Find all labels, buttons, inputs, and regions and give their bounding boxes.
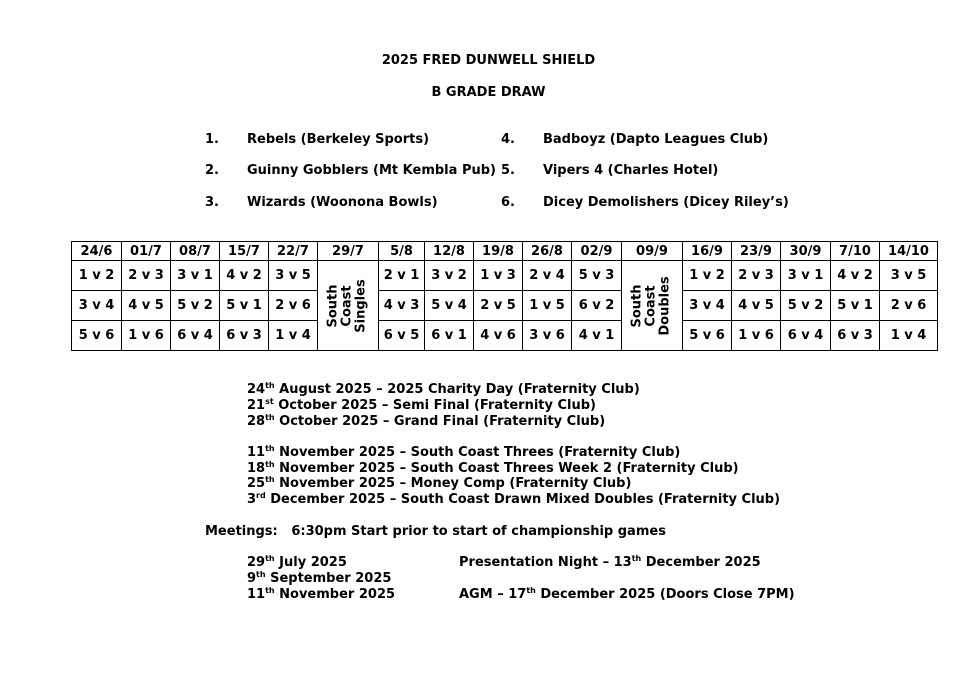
meeting-text: November 2025 xyxy=(274,587,396,602)
date-header: 02/9 xyxy=(572,242,622,261)
match-cell: 4 v 5 xyxy=(732,291,781,321)
match-cell: 2 v 5 xyxy=(474,291,523,321)
date-header: 09/9 xyxy=(622,242,683,261)
meeting-text: July 2025 xyxy=(274,555,347,570)
presentation-night xyxy=(459,555,761,570)
date-header: 12/8 xyxy=(425,242,474,261)
event-day: 18 xyxy=(247,461,266,476)
meeting-date xyxy=(247,587,395,602)
match-cell: 3 v 1 xyxy=(171,261,220,291)
event-text: October 2025 – Grand Final (Fraternity Club) xyxy=(274,414,606,429)
match-cell: 3 v 6 xyxy=(523,321,572,351)
agm-line xyxy=(459,587,795,602)
match-cell: 1 v 2 xyxy=(72,261,122,291)
event-day-suffix: th xyxy=(265,381,275,390)
event-text: November 2025 – South Coast Threes (Fraternity Club) xyxy=(274,445,681,460)
match-cell: 3 v 2 xyxy=(425,261,474,291)
match-cell: 4 v 2 xyxy=(220,261,269,291)
team-number: 3. xyxy=(205,195,219,210)
meeting-day: 9 xyxy=(247,571,257,586)
team-number: 4. xyxy=(501,132,515,147)
match-cell: 1 v 6 xyxy=(122,321,171,351)
table-row xyxy=(72,261,938,291)
event-day-suffix: th xyxy=(265,475,275,484)
date-header: 16/9 xyxy=(683,242,732,261)
event-day-suffix: th xyxy=(265,413,275,422)
meeting-date xyxy=(247,555,347,570)
date-header: 23/9 xyxy=(732,242,781,261)
special-label-line: Coast xyxy=(643,284,659,327)
meeting-day: 11 xyxy=(247,587,266,602)
event-day: 3 xyxy=(247,492,257,507)
event-day: 24 xyxy=(247,382,266,397)
match-cell: 1 v 6 xyxy=(732,321,781,351)
agm-text: AGM – 17 xyxy=(459,587,527,602)
match-cell: 2 v 3 xyxy=(122,261,171,291)
match-cell: 1 v 3 xyxy=(474,261,523,291)
match-cell: 2 v 6 xyxy=(880,291,938,321)
match-cell: 3 v 5 xyxy=(269,261,318,291)
match-cell: 6 v 5 xyxy=(379,321,425,351)
team-number: 5. xyxy=(501,163,515,178)
match-cell: 5 v 6 xyxy=(683,321,732,351)
event-text: October 2025 – Semi Final (Fraternity Club) xyxy=(273,398,597,413)
meeting-date xyxy=(247,571,391,586)
match-cell: 6 v 2 xyxy=(572,291,622,321)
event-line xyxy=(247,382,640,397)
event-line xyxy=(247,492,780,507)
team-number: 2. xyxy=(205,163,219,178)
match-cell: 5 v 2 xyxy=(171,291,220,321)
special-label-line: Singles xyxy=(353,278,369,333)
date-header: 29/7 xyxy=(318,242,379,261)
meeting-day-suffix: th xyxy=(265,586,275,595)
meeting-text: September 2025 xyxy=(265,571,392,586)
match-cell: 6 v 4 xyxy=(781,321,831,351)
match-cell: 5 v 1 xyxy=(831,291,880,321)
meeting-day-suffix: th xyxy=(256,570,266,579)
team-name: Guinny Gobblers (Mt Kembla Pub) xyxy=(247,163,496,178)
match-cell: 2 v 3 xyxy=(732,261,781,291)
match-cell: 4 v 1 xyxy=(572,321,622,351)
draw-table xyxy=(71,241,938,351)
match-cell: 6 v 1 xyxy=(425,321,474,351)
team-name: Dicey Demolishers (Dicey Riley’s) xyxy=(543,195,789,210)
event-line xyxy=(247,414,605,429)
team-number: 6. xyxy=(501,195,515,210)
match-cell: 3 v 5 xyxy=(880,261,938,291)
match-cell: 4 v 5 xyxy=(122,291,171,321)
match-cell: 2 v 4 xyxy=(523,261,572,291)
date-header: 01/7 xyxy=(122,242,171,261)
date-header: 14/10 xyxy=(880,242,938,261)
table-row xyxy=(72,291,938,321)
event-text: November 2025 – South Coast Threes Week 2 (Fraternity Club) xyxy=(274,461,739,476)
event-day-suffix: rd xyxy=(256,491,266,500)
match-cell: 6 v 4 xyxy=(171,321,220,351)
date-header-row xyxy=(72,242,938,261)
date-header: 30/9 xyxy=(781,242,831,261)
south-coast-doubles-cell xyxy=(622,261,683,351)
special-label-line: Coast xyxy=(339,284,355,327)
south-coast-singles-label xyxy=(327,279,369,332)
table-row xyxy=(72,321,938,351)
meetings-text: 6:30pm Start prior to start of championship games xyxy=(291,524,666,539)
event-text: November 2025 – Money Comp (Fraternity Club) xyxy=(274,476,632,491)
match-cell: 3 v 4 xyxy=(683,291,732,321)
meeting-day-suffix: th xyxy=(265,554,275,563)
date-header: 24/6 xyxy=(72,242,122,261)
event-line xyxy=(247,398,596,413)
meeting-day: 29 xyxy=(247,555,266,570)
match-cell: 3 v 4 xyxy=(72,291,122,321)
agm-date: December 2025 (Doors Close 7PM) xyxy=(535,587,795,602)
meetings-label: Meetings: xyxy=(205,524,278,539)
match-cell: 1 v 2 xyxy=(683,261,732,291)
event-day-suffix: st xyxy=(265,397,274,406)
match-cell: 5 v 1 xyxy=(220,291,269,321)
presentation-date: December 2025 xyxy=(641,555,761,570)
event-day-suffix: th xyxy=(265,460,275,469)
match-cell: 6 v 3 xyxy=(220,321,269,351)
date-header: 5/8 xyxy=(379,242,425,261)
match-cell: 4 v 6 xyxy=(474,321,523,351)
team-name: Vipers 4 (Charles Hotel) xyxy=(543,163,719,178)
presentation-text: Presentation Night – 13 xyxy=(459,555,632,570)
date-header: 26/8 xyxy=(523,242,572,261)
event-day: 25 xyxy=(247,476,266,491)
south-coast-doubles-label xyxy=(631,276,673,335)
match-cell: 3 v 1 xyxy=(781,261,831,291)
document-subtitle: B GRADE DRAW xyxy=(431,85,546,100)
meetings-line xyxy=(205,524,666,539)
match-cell: 5 v 6 xyxy=(72,321,122,351)
match-cell: 5 v 3 xyxy=(572,261,622,291)
event-day: 21 xyxy=(247,398,266,413)
event-text: August 2025 – 2025 Charity Day (Fraternity Club) xyxy=(274,382,640,397)
date-header: 08/7 xyxy=(171,242,220,261)
event-line xyxy=(247,445,680,460)
match-cell: 5 v 2 xyxy=(781,291,831,321)
team-name: Wizards (Woonona Bowls) xyxy=(247,195,438,210)
event-text: December 2025 – South Coast Drawn Mixed Doubles (Fraternity Club) xyxy=(265,492,781,507)
match-cell: 2 v 1 xyxy=(379,261,425,291)
match-cell: 1 v 4 xyxy=(269,321,318,351)
special-label-line: Doubles xyxy=(657,275,673,336)
match-cell: 2 v 6 xyxy=(269,291,318,321)
special-label-line: South xyxy=(325,283,341,328)
presentation-suffix: th xyxy=(631,554,642,563)
event-day: 11 xyxy=(247,445,266,460)
date-header: 22/7 xyxy=(269,242,318,261)
south-coast-singles-cell xyxy=(318,261,379,351)
team-name: Badboyz (Dapto Leagues Club) xyxy=(543,132,769,147)
special-label-line: South xyxy=(629,283,645,328)
match-cell: 4 v 2 xyxy=(831,261,880,291)
match-cell: 1 v 5 xyxy=(523,291,572,321)
match-cell: 6 v 3 xyxy=(831,321,880,351)
team-number: 1. xyxy=(205,132,219,147)
date-header: 7/10 xyxy=(831,242,880,261)
event-line xyxy=(247,476,631,491)
match-cell: 1 v 4 xyxy=(880,321,938,351)
match-cell: 5 v 4 xyxy=(425,291,474,321)
document-title: 2025 FRED DUNWELL SHIELD xyxy=(381,53,596,68)
match-cell: 4 v 3 xyxy=(379,291,425,321)
date-header: 19/8 xyxy=(474,242,523,261)
agm-suffix: th xyxy=(526,586,536,595)
date-header: 15/7 xyxy=(220,242,269,261)
team-name: Rebels (Berkeley Sports) xyxy=(247,132,430,147)
event-day-suffix: th xyxy=(265,444,275,453)
event-day: 28 xyxy=(247,414,266,429)
event-line xyxy=(247,461,739,476)
